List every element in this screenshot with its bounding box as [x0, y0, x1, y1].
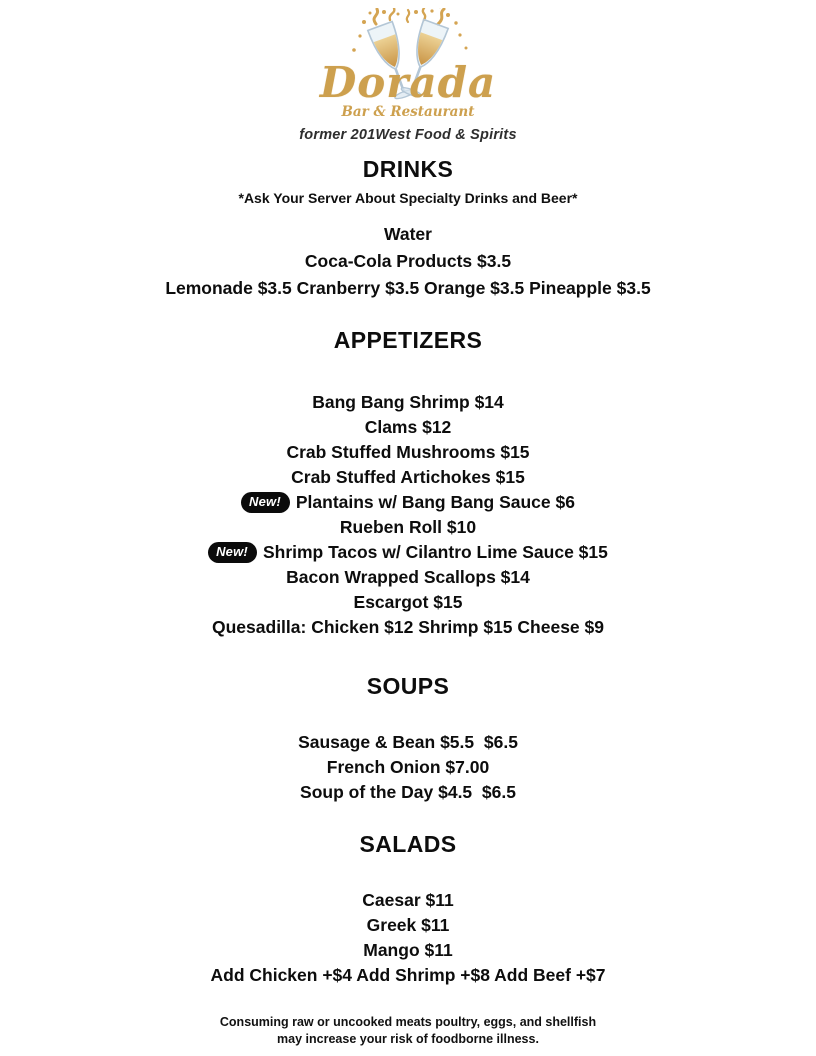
menu-item-text: Sausage & Bean $5.5 $6.5 [298, 732, 518, 752]
menu-item-text: French Onion $7.00 [326, 757, 490, 777]
former-name-line: former 201West Food & Spirits [299, 127, 517, 143]
menu-item [0, 440, 816, 465]
menu-item-text: Escargot $15 [353, 592, 463, 612]
menu-item-text: Caesar $11 [362, 890, 454, 910]
menu-item-text: Clams $12 [364, 417, 452, 437]
menu-item-text: Shrimp Tacos w/ Cilantro Lime Sauce $15 [262, 542, 608, 562]
new-badge: New! [208, 542, 257, 563]
menu-item-text: Crab Stuffed Mushrooms $15 [286, 442, 530, 462]
menu-item-text: Greek $11 [366, 915, 450, 935]
menu-item-text: Coca-Cola Products $3.5 [304, 251, 512, 271]
menu-item [0, 565, 816, 590]
menu-item-text: Water [384, 224, 432, 244]
menu-item-text: Quesadilla: Chicken $12 Shrimp $15 Cheese $9 [212, 617, 604, 637]
menu-item-text: Bang Bang Shrimp $14 [312, 392, 504, 412]
section-items-soups [0, 730, 816, 805]
menu-item [0, 590, 816, 615]
menu-item [0, 615, 816, 640]
menu-section-drinks [0, 155, 816, 302]
logo-wordmark: Dorada [319, 58, 497, 107]
logo-tagline: Bar & Restaurant [341, 104, 475, 120]
menu-item [0, 938, 816, 963]
menu-item [0, 515, 816, 540]
menu-item-text: Plantains w/ Bang Bang Sauce $6 [295, 492, 575, 512]
menu-item-text: Lemonade $3.5 Cranberry $3.5 Orange $3.5 Pineapple $3.5 [165, 278, 651, 298]
section-title-soups: SOUPS [366, 673, 450, 699]
menu-section-salads [0, 830, 816, 988]
menu-item-text: Mango $11 [363, 940, 453, 960]
section-items-salads [0, 888, 816, 988]
menu-item [0, 490, 816, 515]
menu-item-text: Rueben Roll $10 [339, 517, 477, 537]
menu-item [0, 221, 816, 248]
new-badge: New! [241, 492, 290, 513]
section-title-appetizers: APPETIZERS [333, 327, 483, 353]
menu-item [0, 248, 816, 275]
menu-item-text: Soup of the Day $4.5 $6.5 [300, 782, 516, 802]
menu-item [0, 888, 816, 913]
menu-section-soups [0, 672, 816, 805]
menu-item [0, 540, 816, 565]
menu-item [0, 415, 816, 440]
menu-item-text: Crab Stuffed Artichokes $15 [291, 467, 525, 487]
section-items-drinks [0, 221, 816, 302]
footer-disclaimer-line1: Consuming raw or uncooked meats poultry, eggs, and shellfish [219, 1015, 597, 1029]
menu-item [0, 275, 816, 302]
section-items-appetizers [0, 390, 816, 640]
section-title-drinks: DRINKS [362, 156, 454, 182]
menu-item-text: Add Chicken +$4 Add Shrimp +$8 Add Beef +$7 [210, 965, 606, 985]
menu-section-appetizers [0, 326, 816, 640]
menu-item [0, 780, 816, 805]
menu-item [0, 465, 816, 490]
menu-item [0, 390, 816, 415]
menu-sections [0, 155, 816, 988]
section-title-salads: SALADS [359, 831, 457, 857]
footer-disclaimer [0, 1014, 816, 1048]
menu-item-text: Bacon Wrapped Scallops $14 [286, 567, 530, 587]
menu-item [0, 730, 816, 755]
menu-item [0, 913, 816, 938]
logo [268, 8, 548, 120]
section-note-drinks: *Ask Your Server About Specialty Drinks and Beer* [238, 190, 578, 206]
menu-item [0, 963, 816, 988]
footer-disclaimer-line2: may increase your risk of foodborne illness. [277, 1032, 539, 1046]
menu-item [0, 755, 816, 780]
